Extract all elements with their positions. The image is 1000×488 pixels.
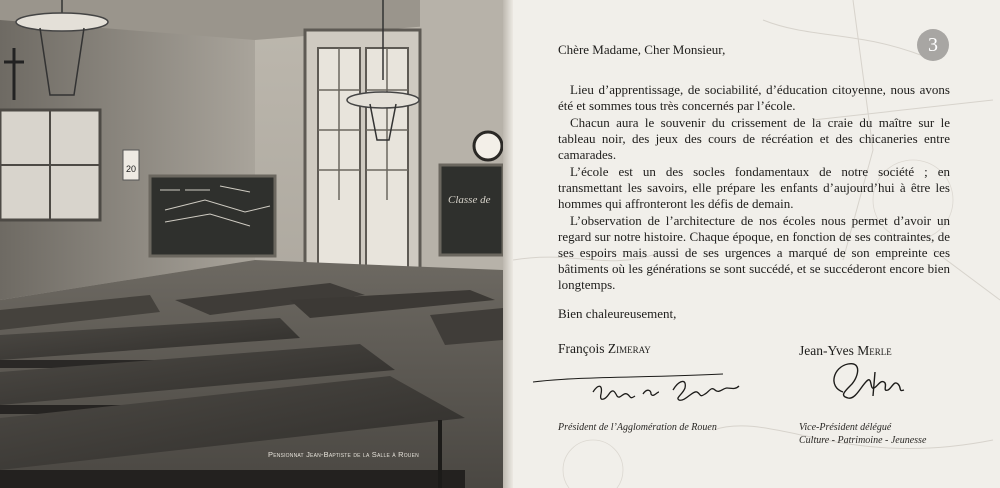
signatory-1-role: Président de l’Agglomération de Rouen xyxy=(558,422,717,433)
signature-1 xyxy=(523,362,773,422)
signatory-2-role-line1: Vice-Président délégué xyxy=(799,422,892,433)
photo-caption: Pensionnat Jean-Baptiste de la Salle à Rouen xyxy=(268,450,419,459)
signature-2 xyxy=(813,352,913,412)
board-text: Classe de xyxy=(448,194,491,206)
paragraph: Lieu d’apprentissage, de sociabilité, d’éducation citoyenne, nous avons été et sommes tous très concernés par l’école. xyxy=(558,82,950,113)
signatory-2-role-line2: Culture - Patrimoine - Jeunesse xyxy=(799,434,927,446)
page-gutter xyxy=(503,0,513,488)
signatory-1-name xyxy=(558,341,651,357)
calendar-number: 20 xyxy=(125,164,137,174)
salutation: Chère Madame, Cher Monsieur, xyxy=(558,42,726,57)
signatory-2-first-name: Jean-Yves xyxy=(799,343,854,358)
signatory-1-first-name: François xyxy=(558,341,605,356)
signatory-1-last-name: Zimeray xyxy=(607,341,651,356)
paragraph: L’école est un des socles fondamentaux de notre société ; en transmettant les savoirs, elle prépare les enfants d’aujourd’hui à être les hommes qui affronteront les défis de demain. xyxy=(558,164,950,211)
signatory-2-last-name: Merle xyxy=(857,343,892,358)
paragraph: L’observation de l’architecture de nos écoles nous permet d’avoir un regard sur notre histoire. Chaque époque, en fonction de ses contraintes, de ses espoirs mais aussi de ses urgences a marqué de son empreinte ces bâtiments où les générations se sont succédé, et se succéderont encore bien longtemps. xyxy=(558,213,950,292)
page-number-badge: 3 xyxy=(917,29,949,61)
signatory-2-role xyxy=(799,422,926,447)
paragraph: Chacun aura le souvenir du crissement de la craie du maître sur le tableau noir, des jeux des cours de récréation et des chicaneries entre camarades. xyxy=(558,115,950,162)
letter-body xyxy=(558,82,950,294)
letter-page xyxy=(513,0,1000,488)
closing: Bien chaleureusement, xyxy=(558,306,677,321)
